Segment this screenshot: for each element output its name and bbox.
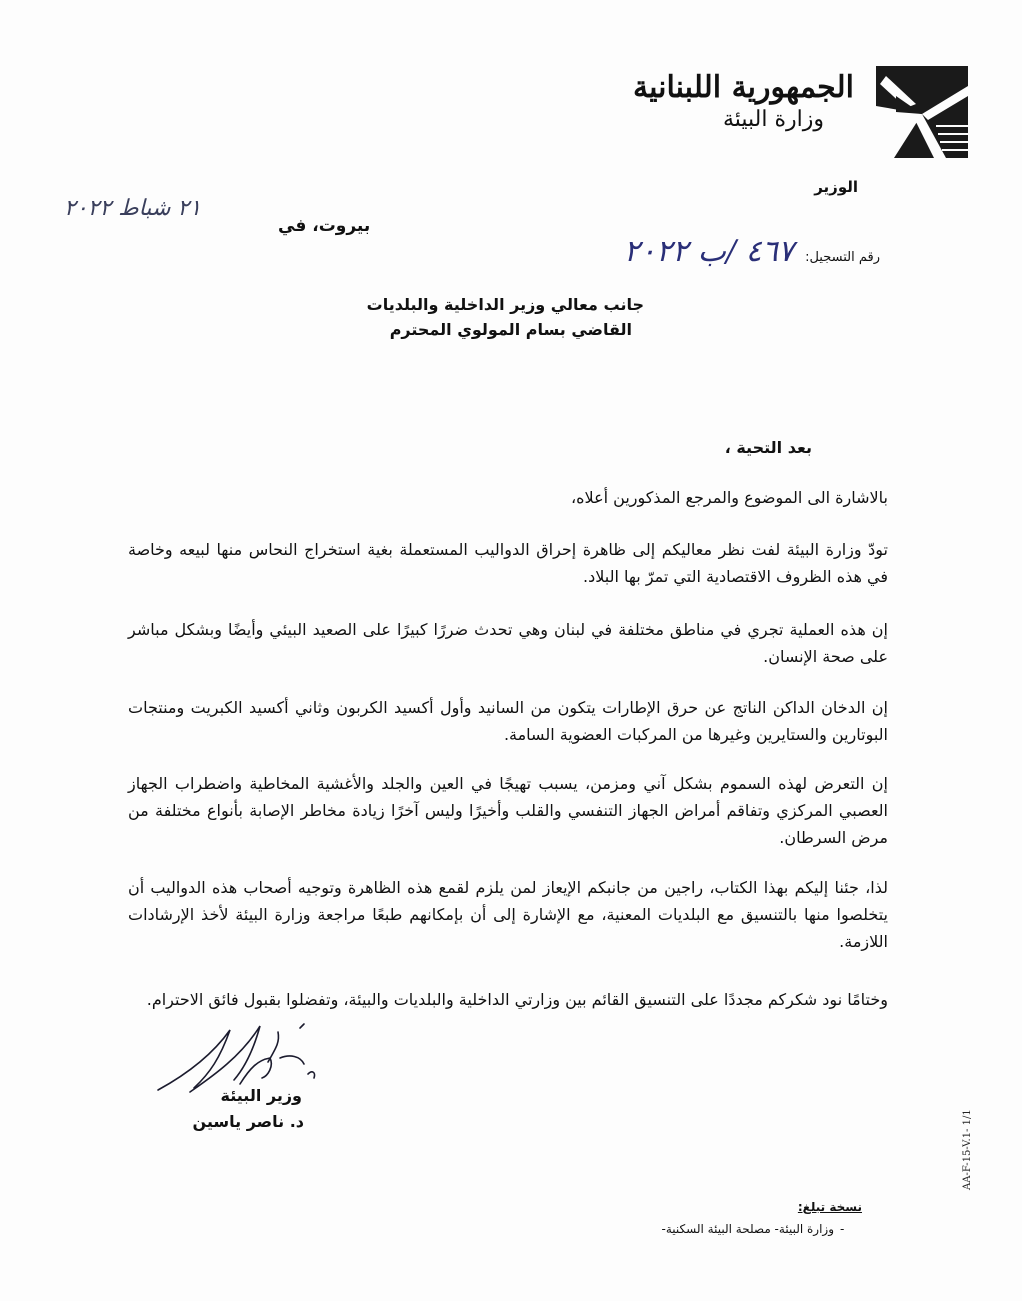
- place-label: بيروت، في: [278, 216, 371, 236]
- recipient-line-1: جانب معالي وزير الداخلية والبلديات: [366, 295, 644, 314]
- paragraph: لذا، جئنا إليكم بهذا الكتاب، راجين من جانبكم الإيعاز لمن يلزم لقمع هذه الظاهرة وتوجيه أصحاب هذه الدواليب أن يتخلصوا منها بالتنسيق مع البلديات المعنية، مع الإشارة إلى أن بإمكانهم طبعًا مراجعة وزارة البيئة لأخذ الإرشادات اللازمة.: [128, 878, 888, 951]
- ministry-logo-icon: [876, 66, 968, 158]
- paragraph: تودّ وزارة البيئة لفت نظر معاليكم إلى ظاهرة إحراق الدواليب المستعملة بغية استخراج النحاس منها لبيعه وخاصة في هذه الظروف الاقتصادية التي تمرّ بها البلاد.: [128, 540, 888, 586]
- copies-heading: نسخة تبلغ:: [797, 1200, 862, 1214]
- paragraph: إن هذه العملية تجري في مناطق مختلفة في لبنان وهي تحدث ضررًا كبيرًا على الصعيد البيئي وأيضًا وبشكل مباشر على صحة الإنسان.: [128, 620, 888, 666]
- recipient-line-2: القاضي بسام المولوي المحترم: [389, 320, 632, 339]
- greeting: بعد التحية ،: [724, 438, 812, 457]
- handwritten-date: ٢١ شباط ٢٠٢٢: [64, 196, 202, 221]
- paragraph: إن الدخان الداكن الناتج عن حرق الإطارات يتكون من السانيد وأول أكسيد الكربون وثاني أكسيد الكبريت ومنتجات البوتارين والستايرين وغيرها من المركبات العضوية السامة.: [128, 698, 888, 744]
- signature-name: د. ناصر ياسين: [192, 1112, 304, 1131]
- registration-number: ٤٦٧ /ب ٢٠٢٢: [623, 234, 794, 269]
- recipient-block: [367, 292, 644, 342]
- copies-item: وزارة البيئة- مصلحة البيئة السكنية-: [661, 1222, 834, 1236]
- form-code-text: AA-F-15-V.1- 1/1: [962, 1109, 973, 1190]
- paragraph: إن التعرض لهذه السموم بشكل آني ومزمن، يسبب تهيجًا في العين والجلد والأغشية المخاطية واضطراب الجهاز العصبي المركزي وتفاقم أمراض الجهاز التنفسي والقلب وأخيرًا وليس آخرًا زيادة مخاطر الإصابة بأنواع مختلفة من مرض السرطان.: [128, 774, 888, 847]
- copies-dash: -: [840, 1222, 845, 1236]
- registration-label: رقم التسجيل:: [805, 250, 880, 265]
- document-form-code: [962, 1080, 976, 1190]
- paragraph: وختامًا نود شكركم مجددًا على التنسيق القائم بين وزارتي الداخلية والبلديات والبيئة، وتفضلوا بقبول فائق الاحترام.: [146, 990, 888, 1009]
- minister-label: الوزير: [814, 178, 858, 196]
- signature-title: وزير البيئة: [220, 1086, 302, 1105]
- republic-name: الجمهورية اللبنانية: [632, 70, 854, 105]
- letterhead: [634, 70, 854, 134]
- paragraph: بالاشارة الى الموضوع والمرجع المذكورين أعلاه،: [571, 488, 888, 507]
- registration-line: [624, 234, 880, 269]
- ministry-name: وزارة البيئة: [722, 107, 824, 132]
